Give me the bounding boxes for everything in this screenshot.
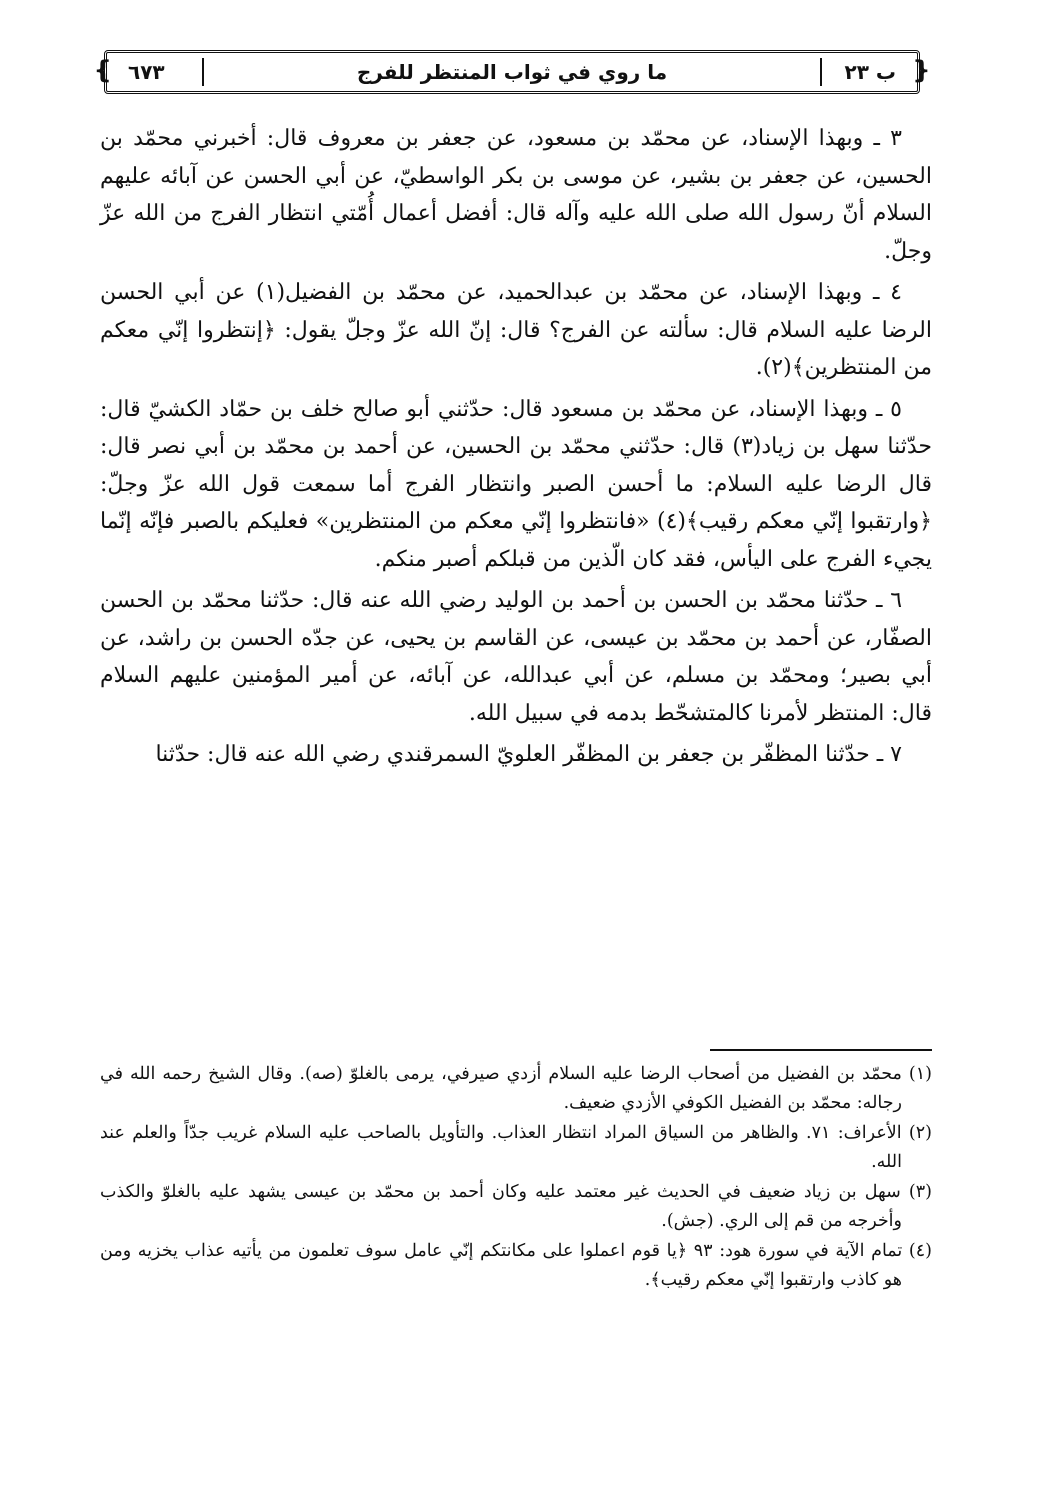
running-header [92, 48, 932, 96]
footnote-item: (٢) الأعراف: ٧١. والظاهر من السياق المراد انتظار العذاب. والتأويل بالصاحب عليه السلام غريب جدّاً والعلم عند الله. [100, 1123, 932, 1172]
ornament-right-icon: ❵ [910, 55, 932, 84]
main-text [100, 120, 932, 778]
header-divider-left [202, 58, 204, 86]
footnote-separator [710, 1049, 932, 1051]
ornament-left-icon: ❴ [92, 55, 114, 84]
header-divider-right [820, 58, 822, 86]
running-title: ما روي في ثواب المنتظر للفرج [356, 60, 668, 84]
hadith-paragraph: ٥ ـ وبهذا الإسناد، عن محمّد بن مسعود قال: حدّثني أبو صالح خلف بن حمّاد الكشيّ قال: حدّثنا سهل بن زياد(٣) قال: حدّثني محمّد بن الحسين، عن أحمد بن محمّد بن أبي نصر قال: قال الرضا عليه السلام: ما أحسن الصبر وانتظار الفرج أما سمعت قول الله عزّ وجلّ: ﴿وارتقبوا إنّي معكم رقيب﴾(٤) «فانتظروا إنّي معكم من المنتظرين» فعليكم بالصبر فإنّه إنّما يجيء الفرج على اليأس، فقد كان الّذين من قبلكم أصبر منكم. [100, 396, 932, 572]
hadith-paragraph: ٧ ـ حدّثنا المظفّر بن جعفر بن المظفّر العلويّ السمرقندي رضي الله عنه قال: حدّثنا [155, 742, 902, 767]
chapter-label: ب ٢٣ [844, 60, 896, 84]
footnote-item: (٤) تمام الآية في سورة هود: ٩٣ ﴿يا قوم اعملوا على مكانتكم إنّي عامل سوف تعلمون من يأتيه عذاب يخزيه ومن هو كاذب وارتقبوا إنّي معكم رقيب﴾. [100, 1241, 932, 1290]
page-number: ٦٧٣ [128, 60, 165, 84]
hadith-paragraph: ٦ ـ حدّثنا محمّد بن الحسن بن أحمد بن الوليد رضي الله عنه قال: حدّثنا محمّد بن الحسن الصفّار، عن أحمد بن محمّد بن عيسى، عن القاسم بن يحيى، عن جدّه الحسن بن راشد، عن أبي بصير؛ ومحمّد بن مسلم، عن أبي عبدالله، عن آبائه، عن أمير المؤمنين عليهم السلام قال: المنتظر لأمرنا كالمتشحّط بدمه في سبيل الله. [100, 588, 932, 726]
hadith-paragraph: ٤ ـ وبهذا الإسناد، عن محمّد بن عبدالحميد، عن محمّد بن الفضيل(١) عن أبي الحسن الرضا عليه السلام قال: سألته عن الفرج؟ قال: إنّ الله عزّ وجلّ يقول: ﴿إنتظروا إنّي معكم من المنتظرين﴾(٢). [100, 280, 932, 380]
hadith-paragraph: ٣ ـ وبهذا الإسناد، عن محمّد بن مسعود، عن جعفر بن معروف قال: أخبرني محمّد بن الحسين، عن جعفر بن بشير، عن موسى بن بكر الواسطيّ، عن أبي الحسن عن آبائه عليهم السلام أنّ رسول الله صلى الله عليه وآله قال: أفضل أعمال أُمّتي انتظار الفرج من الله عزّ وجلّ. [100, 126, 932, 264]
footnote-item: (٣) سهل بن زياد ضعيف في الحديث غير معتمد عليه وكان أحمد بن محمّد بن عيسى يشهد عليه بالغلوّ والكذب وأخرجه من قم إلى الري. (جش). [100, 1182, 932, 1231]
footnotes [100, 1060, 932, 1296]
footnote-item: (١) محمّد بن الفضيل من أصحاب الرضا عليه السلام أزدي صيرفي، يرمى بالغلوّ (صه). وقال الشيخ رحمه الله في رجاله: محمّد بن الفضيل الكوفي الأزدي ضعيف. [100, 1064, 932, 1113]
